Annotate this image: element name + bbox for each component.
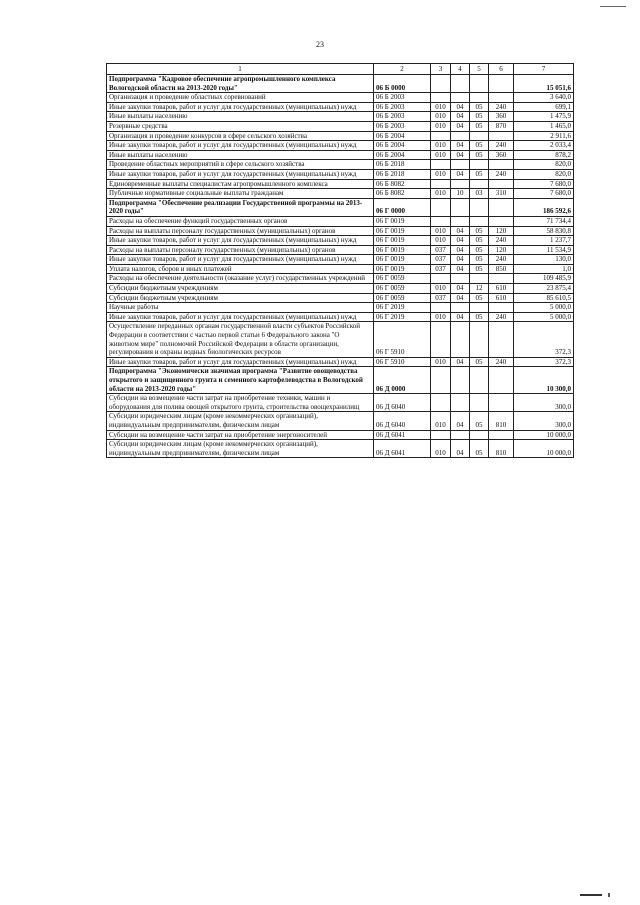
cell-admin-code — [431, 303, 451, 313]
cell-section: 04 — [451, 264, 470, 274]
cell-amount: 300,0 — [514, 412, 574, 430]
table-row — [107, 93, 574, 103]
cell-expense-type — [489, 75, 514, 93]
cell-amount: 11 534,9 — [514, 245, 574, 255]
cell-expense-type: 240 — [489, 141, 514, 151]
cell-amount: 7 680,0 — [514, 179, 574, 189]
cell-code: 06 Б 0000 — [374, 75, 431, 93]
cell-section — [451, 160, 470, 170]
cell-expense-type — [489, 322, 514, 357]
cell-expense-type: 240 — [489, 102, 514, 112]
cell-section: 04 — [451, 102, 470, 112]
cell-name: Научные работы — [107, 303, 374, 313]
cell-admin-code: 010 — [431, 226, 451, 236]
cell-admin-code — [431, 367, 451, 394]
cell-section — [451, 216, 470, 226]
cell-code: 06 Г 2019 — [374, 312, 431, 322]
column-header-4: 4 — [451, 64, 470, 75]
cell-expense-type — [489, 430, 514, 440]
cell-name: Расходы на обеспечение функций государственных органов — [107, 216, 374, 226]
table-row — [107, 440, 574, 458]
cell-admin-code — [431, 430, 451, 440]
cell-code: 06 Б 2018 — [374, 160, 431, 170]
cell-code: 06 Г 0059 — [374, 293, 431, 303]
cell-admin-code — [431, 93, 451, 103]
cell-subsection: 05 — [470, 112, 489, 122]
cell-section: 04 — [451, 293, 470, 303]
cell-subsection: 12 — [470, 284, 489, 294]
cell-subsection: 05 — [470, 255, 489, 265]
column-header-1: 1 — [107, 64, 374, 75]
cell-name: Иные выплаты населению — [107, 150, 374, 160]
cell-amount: 109 485,9 — [514, 274, 574, 284]
table-row — [107, 293, 574, 303]
cell-subsection: 05 — [470, 357, 489, 367]
cell-expense-type — [489, 367, 514, 394]
cell-name: Расходы на выплаты персоналу государственных (муниципальных) органов — [107, 245, 374, 255]
cell-expense-type: 870 — [489, 121, 514, 131]
table-row — [107, 150, 574, 160]
table-row — [107, 430, 574, 440]
cell-subsection — [470, 367, 489, 394]
cell-amount: 372,3 — [514, 357, 574, 367]
cell-code: 06 Г 5910 — [374, 322, 431, 357]
scan-mark-top — [600, 6, 626, 7]
table-row — [107, 245, 574, 255]
table-row — [107, 112, 574, 122]
cell-section: 04 — [451, 312, 470, 322]
table-row — [107, 412, 574, 430]
cell-code: 06 Г 0059 — [374, 274, 431, 284]
cell-code: 06 Г 5910 — [374, 357, 431, 367]
cell-amount: 7 680,0 — [514, 189, 574, 199]
cell-code: 06 Г 0019 — [374, 216, 431, 226]
cell-expense-type: 610 — [489, 284, 514, 294]
cell-name: Иные закупки товаров, работ и услуг для государственных (муниципальных) нужд — [107, 236, 374, 246]
cell-expense-type — [489, 274, 514, 284]
cell-name: Иные закупки товаров, работ и услуг для государственных (муниципальных) нужд — [107, 141, 374, 151]
table-row — [107, 274, 574, 284]
cell-subsection: 03 — [470, 189, 489, 199]
cell-amount: 1,0 — [514, 264, 574, 274]
cell-subsection: 05 — [470, 141, 489, 151]
cell-code: 06 Г 2019 — [374, 303, 431, 313]
table-row — [107, 284, 574, 294]
cell-section — [451, 179, 470, 189]
table-row — [107, 75, 574, 93]
cell-expense-type — [489, 198, 514, 216]
cell-code: 06 Б 2004 — [374, 150, 431, 160]
column-header-6: 6 — [489, 64, 514, 75]
cell-amount: 820,0 — [514, 160, 574, 170]
cell-amount: 85 610,5 — [514, 293, 574, 303]
cell-subsection — [470, 430, 489, 440]
cell-name: Организация и проведение областных соревнований — [107, 93, 374, 103]
table-row — [107, 179, 574, 189]
cell-admin-code: 010 — [431, 440, 451, 458]
cell-admin-code: 010 — [431, 141, 451, 151]
cell-expense-type: 120 — [489, 245, 514, 255]
cell-name: Субсидии бюджетным учреждениям — [107, 284, 374, 294]
cell-subsection: 05 — [470, 121, 489, 131]
cell-code: 06 Г 0019 — [374, 255, 431, 265]
cell-amount: 10 000,0 — [514, 440, 574, 458]
table-row — [107, 264, 574, 274]
cell-admin-code — [431, 198, 451, 216]
cell-amount: 15 051,6 — [514, 75, 574, 93]
cell-expense-type: 240 — [489, 236, 514, 246]
cell-code: 06 Б 2003 — [374, 93, 431, 103]
table-row — [107, 303, 574, 313]
cell-section: 04 — [451, 169, 470, 179]
cell-admin-code: 010 — [431, 112, 451, 122]
cell-code: 06 Д 6041 — [374, 440, 431, 458]
cell-subsection — [470, 394, 489, 412]
cell-code: 06 Г 0019 — [374, 264, 431, 274]
page-number: 23 — [316, 40, 324, 49]
table-row — [107, 367, 574, 394]
cell-admin-code: 037 — [431, 245, 451, 255]
table-row — [107, 322, 574, 357]
cell-name: Субсидии на возмещение части затрат на приобретение энергоносителей — [107, 430, 374, 440]
cell-section — [451, 367, 470, 394]
cell-section: 04 — [451, 412, 470, 430]
cell-name: Проведение областных мероприятий в сфере сельского хозяйства — [107, 160, 374, 170]
cell-admin-code: 010 — [431, 169, 451, 179]
cell-amount: 820,0 — [514, 169, 574, 179]
cell-amount: 5 000,0 — [514, 312, 574, 322]
cell-name: Уплата налогов, сборов и иных платежей — [107, 264, 374, 274]
cell-subsection: 05 — [470, 412, 489, 430]
cell-section — [451, 93, 470, 103]
cell-amount: 372,3 — [514, 322, 574, 357]
cell-amount: 1 237,7 — [514, 236, 574, 246]
table-row — [107, 198, 574, 216]
column-header-3: 3 — [431, 64, 451, 75]
cell-name: Публичные нормативные социальные выплаты гражданам — [107, 189, 374, 199]
table-row — [107, 121, 574, 131]
cell-admin-code — [431, 75, 451, 93]
cell-expense-type — [489, 93, 514, 103]
cell-section: 04 — [451, 245, 470, 255]
column-header-5: 5 — [470, 64, 489, 75]
cell-admin-code — [431, 274, 451, 284]
cell-amount: 5 000,0 — [514, 303, 574, 313]
cell-subsection — [470, 93, 489, 103]
cell-admin-code: 010 — [431, 102, 451, 112]
cell-name: Субсидии на возмещение части затрат на приобретение техники, машин и оборудования для полива овощей открытого грунта, строительства овощехранилищ — [107, 394, 374, 412]
scan-mark-bottom — [580, 894, 602, 896]
cell-section: 04 — [451, 121, 470, 131]
cell-expense-type: 810 — [489, 440, 514, 458]
cell-amount: 2 911,6 — [514, 131, 574, 141]
cell-section: 04 — [451, 112, 470, 122]
cell-section: 04 — [451, 440, 470, 458]
cell-expense-type — [489, 131, 514, 141]
cell-subsection — [470, 198, 489, 216]
cell-code: 06 Б 2018 — [374, 169, 431, 179]
cell-section — [451, 322, 470, 357]
table-row — [107, 141, 574, 151]
cell-amount: 130,0 — [514, 255, 574, 265]
cell-expense-type: 810 — [489, 412, 514, 430]
cell-subsection: 05 — [470, 293, 489, 303]
cell-code: 06 Г 0000 — [374, 198, 431, 216]
cell-expense-type — [489, 394, 514, 412]
table-row — [107, 255, 574, 265]
cell-name: Иные закупки товаров, работ и услуг для государственных (муниципальных) нужд — [107, 102, 374, 112]
cell-name: Осуществление переданных органам государственной власти субъектов Российской Федерации в соответствии с частью первой статьи 6 Федерального закона "О животном мире" полномочий Российской Федерации в области организации, регулирования и охраны водных биологических ресурсов — [107, 322, 374, 357]
cell-section: 04 — [451, 357, 470, 367]
cell-amount: 3 640,0 — [514, 93, 574, 103]
cell-name: Расходы на обеспечение деятельности (оказание услуг) государственных учреждений — [107, 274, 374, 284]
cell-admin-code — [431, 179, 451, 189]
cell-expense-type: 310 — [489, 189, 514, 199]
cell-name: Иные закупки товаров, работ и услуг для государственных (муниципальных) нужд — [107, 312, 374, 322]
cell-name: Подпрограмма "Обеспечение реализации Государственной программы на 2013-2020 годы" — [107, 198, 374, 216]
cell-admin-code — [431, 131, 451, 141]
cell-code: 06 Б 2003 — [374, 121, 431, 131]
cell-admin-code: 010 — [431, 284, 451, 294]
cell-code: 06 Б 8082 — [374, 189, 431, 199]
cell-amount: 23 875,4 — [514, 284, 574, 294]
cell-expense-type — [489, 303, 514, 313]
cell-expense-type: 240 — [489, 169, 514, 179]
column-header-2: 2 — [374, 64, 431, 75]
cell-amount: 71 734,4 — [514, 216, 574, 226]
cell-expense-type: 240 — [489, 357, 514, 367]
cell-admin-code: 010 — [431, 236, 451, 246]
cell-name: Иные выплаты населению — [107, 112, 374, 122]
cell-expense-type — [489, 179, 514, 189]
cell-section — [451, 75, 470, 93]
cell-amount: 10 300,0 — [514, 367, 574, 394]
cell-subsection: 05 — [470, 312, 489, 322]
table-body — [107, 75, 574, 458]
cell-amount: 2 033,4 — [514, 141, 574, 151]
cell-section: 04 — [451, 226, 470, 236]
cell-admin-code: 010 — [431, 150, 451, 160]
cell-subsection — [470, 75, 489, 93]
cell-admin-code — [431, 394, 451, 412]
cell-name: Подпрограмма "Кадровое обеспечение агропромышленного комплекса Вологодской области на 2013-2020 годы" — [107, 75, 374, 93]
cell-admin-code: 037 — [431, 264, 451, 274]
cell-amount: 300,0 — [514, 394, 574, 412]
budget-table — [106, 63, 574, 458]
cell-subsection: 05 — [470, 169, 489, 179]
cell-subsection — [470, 131, 489, 141]
table-row — [107, 216, 574, 226]
cell-section — [451, 303, 470, 313]
table-row — [107, 189, 574, 199]
cell-expense-type: 850 — [489, 264, 514, 274]
cell-admin-code: 037 — [431, 255, 451, 265]
scan-mark-dot — [608, 893, 610, 897]
cell-code: 06 Д 0000 — [374, 367, 431, 394]
cell-admin-code: 037 — [431, 293, 451, 303]
cell-amount: 186 592,6 — [514, 198, 574, 216]
table-row — [107, 169, 574, 179]
cell-admin-code — [431, 216, 451, 226]
cell-subsection — [470, 179, 489, 189]
cell-section: 04 — [451, 150, 470, 160]
cell-code: 06 Г 0019 — [374, 226, 431, 236]
cell-subsection — [470, 274, 489, 284]
cell-name: Субсидии юридическим лицам (кроме некоммерческих организаций), индивидуальным предпринимателям, физическим лицам — [107, 412, 374, 430]
cell-subsection: 05 — [470, 226, 489, 236]
table-row — [107, 312, 574, 322]
cell-section — [451, 430, 470, 440]
cell-subsection: 05 — [470, 150, 489, 160]
cell-name: Иные закупки товаров, работ и услуг для государственных (муниципальных) нужд — [107, 169, 374, 179]
cell-subsection: 05 — [470, 264, 489, 274]
column-header-7: 7 — [514, 64, 574, 75]
cell-section: 04 — [451, 141, 470, 151]
cell-amount: 58 830,8 — [514, 226, 574, 236]
cell-name: Субсидии бюджетным учреждениям — [107, 293, 374, 303]
cell-admin-code: 010 — [431, 189, 451, 199]
cell-admin-code: 010 — [431, 412, 451, 430]
cell-amount: 699,1 — [514, 102, 574, 112]
cell-expense-type: 240 — [489, 312, 514, 322]
table-row — [107, 394, 574, 412]
table-row — [107, 226, 574, 236]
cell-section — [451, 198, 470, 216]
cell-admin-code: 010 — [431, 312, 451, 322]
cell-subsection — [470, 160, 489, 170]
cell-code: 06 Б 2003 — [374, 112, 431, 122]
cell-expense-type: 120 — [489, 226, 514, 236]
cell-admin-code: 010 — [431, 121, 451, 131]
cell-subsection — [470, 322, 489, 357]
cell-code: 06 Б 2004 — [374, 131, 431, 141]
cell-expense-type: 360 — [489, 112, 514, 122]
cell-admin-code: 010 — [431, 357, 451, 367]
cell-expense-type: 360 — [489, 150, 514, 160]
cell-code: 06 Б 2004 — [374, 141, 431, 151]
table-row — [107, 102, 574, 112]
cell-subsection: 05 — [470, 236, 489, 246]
cell-subsection — [470, 303, 489, 313]
table-header-row — [107, 64, 574, 75]
cell-name: Субсидии юридическим лицам (кроме некоммерческих организаций), индивидуальным предпринимателям, физическим лицам — [107, 440, 374, 458]
cell-code: 06 Д 6040 — [374, 412, 431, 430]
cell-subsection — [470, 216, 489, 226]
cell-subsection: 05 — [470, 440, 489, 458]
cell-code: 06 Б 8082 — [374, 179, 431, 189]
cell-amount: 10 000,0 — [514, 430, 574, 440]
cell-name: Организация и проведение конкурсов в сфере сельского хозяйства — [107, 131, 374, 141]
cell-amount: 1 475,9 — [514, 112, 574, 122]
cell-name: Резервные средства — [107, 121, 374, 131]
cell-name: Иные закупки товаров, работ и услуг для государственных (муниципальных) нужд — [107, 357, 374, 367]
cell-section — [451, 131, 470, 141]
cell-code: 06 Д 6040 — [374, 394, 431, 412]
table-row — [107, 131, 574, 141]
cell-code: 06 Г 0059 — [374, 284, 431, 294]
cell-name: Подпрограмма "Экономически значимая программа "Развитие овощеводства открытого и защищенного грунта и семенного картофелеводства в Вологодской области на 2013-2020 годы" — [107, 367, 374, 394]
cell-amount: 878,2 — [514, 150, 574, 160]
cell-section: 04 — [451, 236, 470, 246]
cell-admin-code — [431, 322, 451, 357]
cell-subsection: 05 — [470, 245, 489, 255]
cell-code: 06 Д 6041 — [374, 430, 431, 440]
table-row — [107, 236, 574, 246]
cell-name: Расходы на выплаты персоналу государственных (муниципальных) органов — [107, 226, 374, 236]
cell-code: 06 Г 0019 — [374, 236, 431, 246]
cell-expense-type — [489, 160, 514, 170]
table-row — [107, 357, 574, 367]
cell-section: 10 — [451, 189, 470, 199]
cell-expense-type: 610 — [489, 293, 514, 303]
cell-admin-code — [431, 160, 451, 170]
cell-code: 06 Г 0019 — [374, 245, 431, 255]
cell-name: Единовременные выплаты специалистам агропромышленного комплекса — [107, 179, 374, 189]
cell-name: Иные закупки товаров, работ и услуг для государственных (муниципальных) нужд — [107, 255, 374, 265]
cell-section: 04 — [451, 255, 470, 265]
cell-expense-type: 240 — [489, 255, 514, 265]
cell-section — [451, 394, 470, 412]
cell-section: 04 — [451, 284, 470, 294]
table-row — [107, 160, 574, 170]
cell-code: 06 Б 2003 — [374, 102, 431, 112]
cell-amount: 1 465,0 — [514, 121, 574, 131]
cell-subsection: 05 — [470, 102, 489, 112]
cell-section — [451, 274, 470, 284]
cell-expense-type — [489, 216, 514, 226]
